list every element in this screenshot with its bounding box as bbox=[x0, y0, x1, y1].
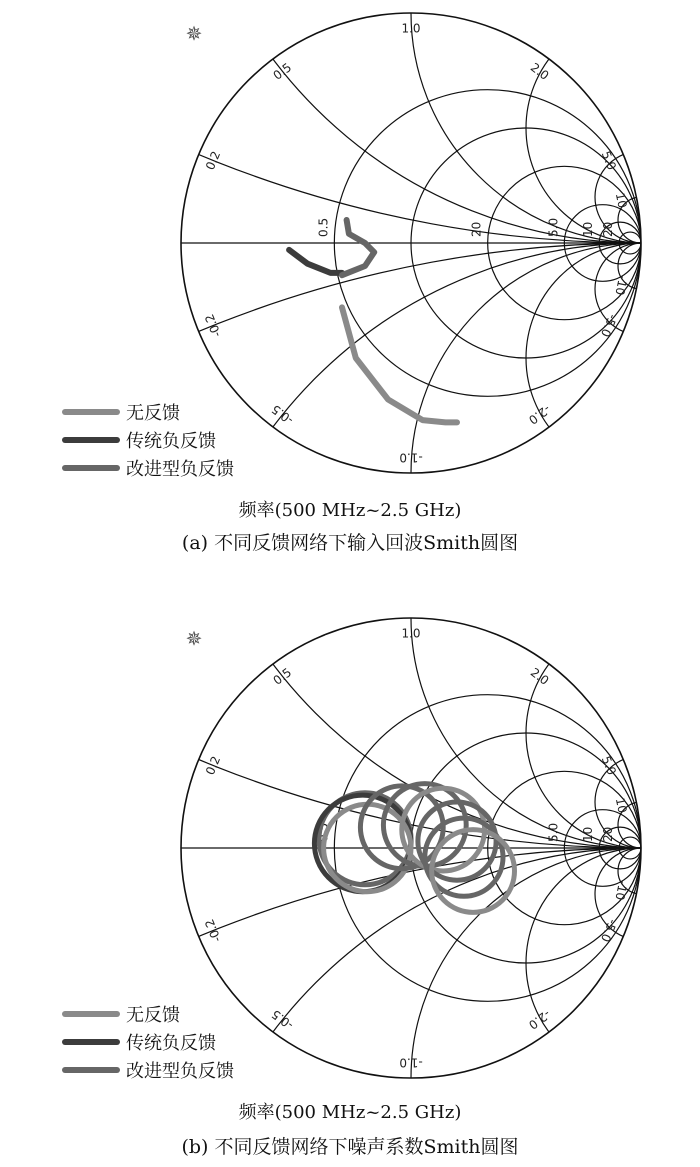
reactance-label: -5.0 bbox=[597, 917, 620, 945]
reactance-label: 0.2 bbox=[203, 754, 224, 778]
reactance-label: 1.0 bbox=[401, 21, 421, 36]
reactance-label: -10 bbox=[612, 274, 631, 297]
resistance-label: 0.5 bbox=[316, 822, 331, 842]
resistance-label: 5.0 bbox=[546, 822, 561, 842]
series-2 bbox=[342, 220, 374, 275]
reactance-label: -10 bbox=[612, 879, 631, 902]
reactance-label: 0.5 bbox=[270, 665, 295, 688]
resistance-label: 20 bbox=[601, 221, 616, 238]
caption-b: (b) 不同反馈网络下噪声系数Smith圆图 bbox=[181, 1136, 519, 1158]
legend-swatch bbox=[62, 1039, 120, 1045]
reactance-circle bbox=[411, 243, 700, 520]
legend-label: 传统负反馈 bbox=[126, 431, 216, 452]
legend-item bbox=[62, 1056, 234, 1084]
reactance-label: -0.5 bbox=[268, 401, 297, 428]
legend-item bbox=[62, 398, 234, 426]
reactance-label: -0.2 bbox=[202, 312, 225, 340]
legend-a bbox=[62, 398, 234, 482]
resistance-label: 20 bbox=[601, 826, 616, 843]
frequency-label-a: 频率(500 MHz~2.5 GHz) bbox=[238, 500, 462, 521]
legend-item bbox=[62, 426, 234, 454]
resistance-label: 20 bbox=[469, 221, 484, 238]
resistance-label: 10 bbox=[581, 826, 596, 843]
reactance-label: -0.5 bbox=[268, 1006, 297, 1033]
reactance-label: -5.0 bbox=[597, 312, 620, 340]
reactance-label: 10 bbox=[612, 796, 630, 815]
resistance-label: 5.0 bbox=[546, 217, 561, 237]
legend-b bbox=[62, 1000, 234, 1084]
reactance-circle bbox=[411, 0, 700, 243]
legend-swatch bbox=[62, 1011, 120, 1017]
legend-label: 无反馈 bbox=[126, 1005, 180, 1026]
marker-icon: ✵ bbox=[185, 626, 203, 651]
legend-label: 无反馈 bbox=[126, 403, 180, 424]
resistance-label: 0.5 bbox=[316, 217, 331, 237]
reactance-label: 2.0 bbox=[527, 60, 552, 83]
reactance-label: 2.0 bbox=[527, 665, 552, 688]
reactance-label: -2.0 bbox=[525, 401, 554, 428]
reactance-label: -0.2 bbox=[202, 917, 225, 945]
reactance-circle bbox=[526, 848, 700, 1078]
legend-item bbox=[62, 1028, 234, 1056]
legend-swatch bbox=[62, 1067, 120, 1073]
reactance-circle bbox=[526, 618, 700, 848]
legend-label: 改进型负反馈 bbox=[126, 459, 234, 480]
legend-swatch bbox=[62, 465, 120, 471]
reactance-label: 5.0 bbox=[598, 754, 619, 778]
frequency-label-b: 频率(500 MHz~2.5 GHz) bbox=[238, 1102, 462, 1123]
resistance-label: 10 bbox=[581, 221, 596, 238]
marker-icon: ✵ bbox=[185, 21, 203, 46]
reactance-label: -1.0 bbox=[399, 1055, 423, 1070]
legend-swatch bbox=[62, 437, 120, 443]
series-0 bbox=[342, 307, 457, 422]
reactance-label: 1.0 bbox=[401, 626, 421, 641]
smith-panel-b bbox=[0, 598, 700, 1167]
reactance-label: 10 bbox=[612, 191, 630, 210]
legend-label: 传统负反馈 bbox=[126, 1033, 216, 1054]
series-1 bbox=[289, 250, 342, 273]
reactance-label: 0.5 bbox=[270, 60, 295, 83]
reactance-circle bbox=[0, 0, 700, 243]
reactance-label: 5.0 bbox=[598, 149, 619, 173]
legend-item bbox=[62, 454, 234, 482]
reactance-label: -1.0 bbox=[399, 450, 423, 465]
legend-label: 改进型负反馈 bbox=[126, 1061, 234, 1082]
legend-swatch bbox=[62, 409, 120, 415]
caption-a: (a) 不同反馈网络下输入回波Smith圆图 bbox=[181, 532, 519, 554]
legend-item bbox=[62, 1000, 234, 1028]
reactance-label: -2.0 bbox=[525, 1006, 554, 1033]
reactance-circle bbox=[526, 13, 700, 243]
smith-panel-a bbox=[0, 0, 700, 560]
reactance-label: 0.2 bbox=[203, 149, 224, 173]
reactance-circle bbox=[526, 243, 700, 473]
